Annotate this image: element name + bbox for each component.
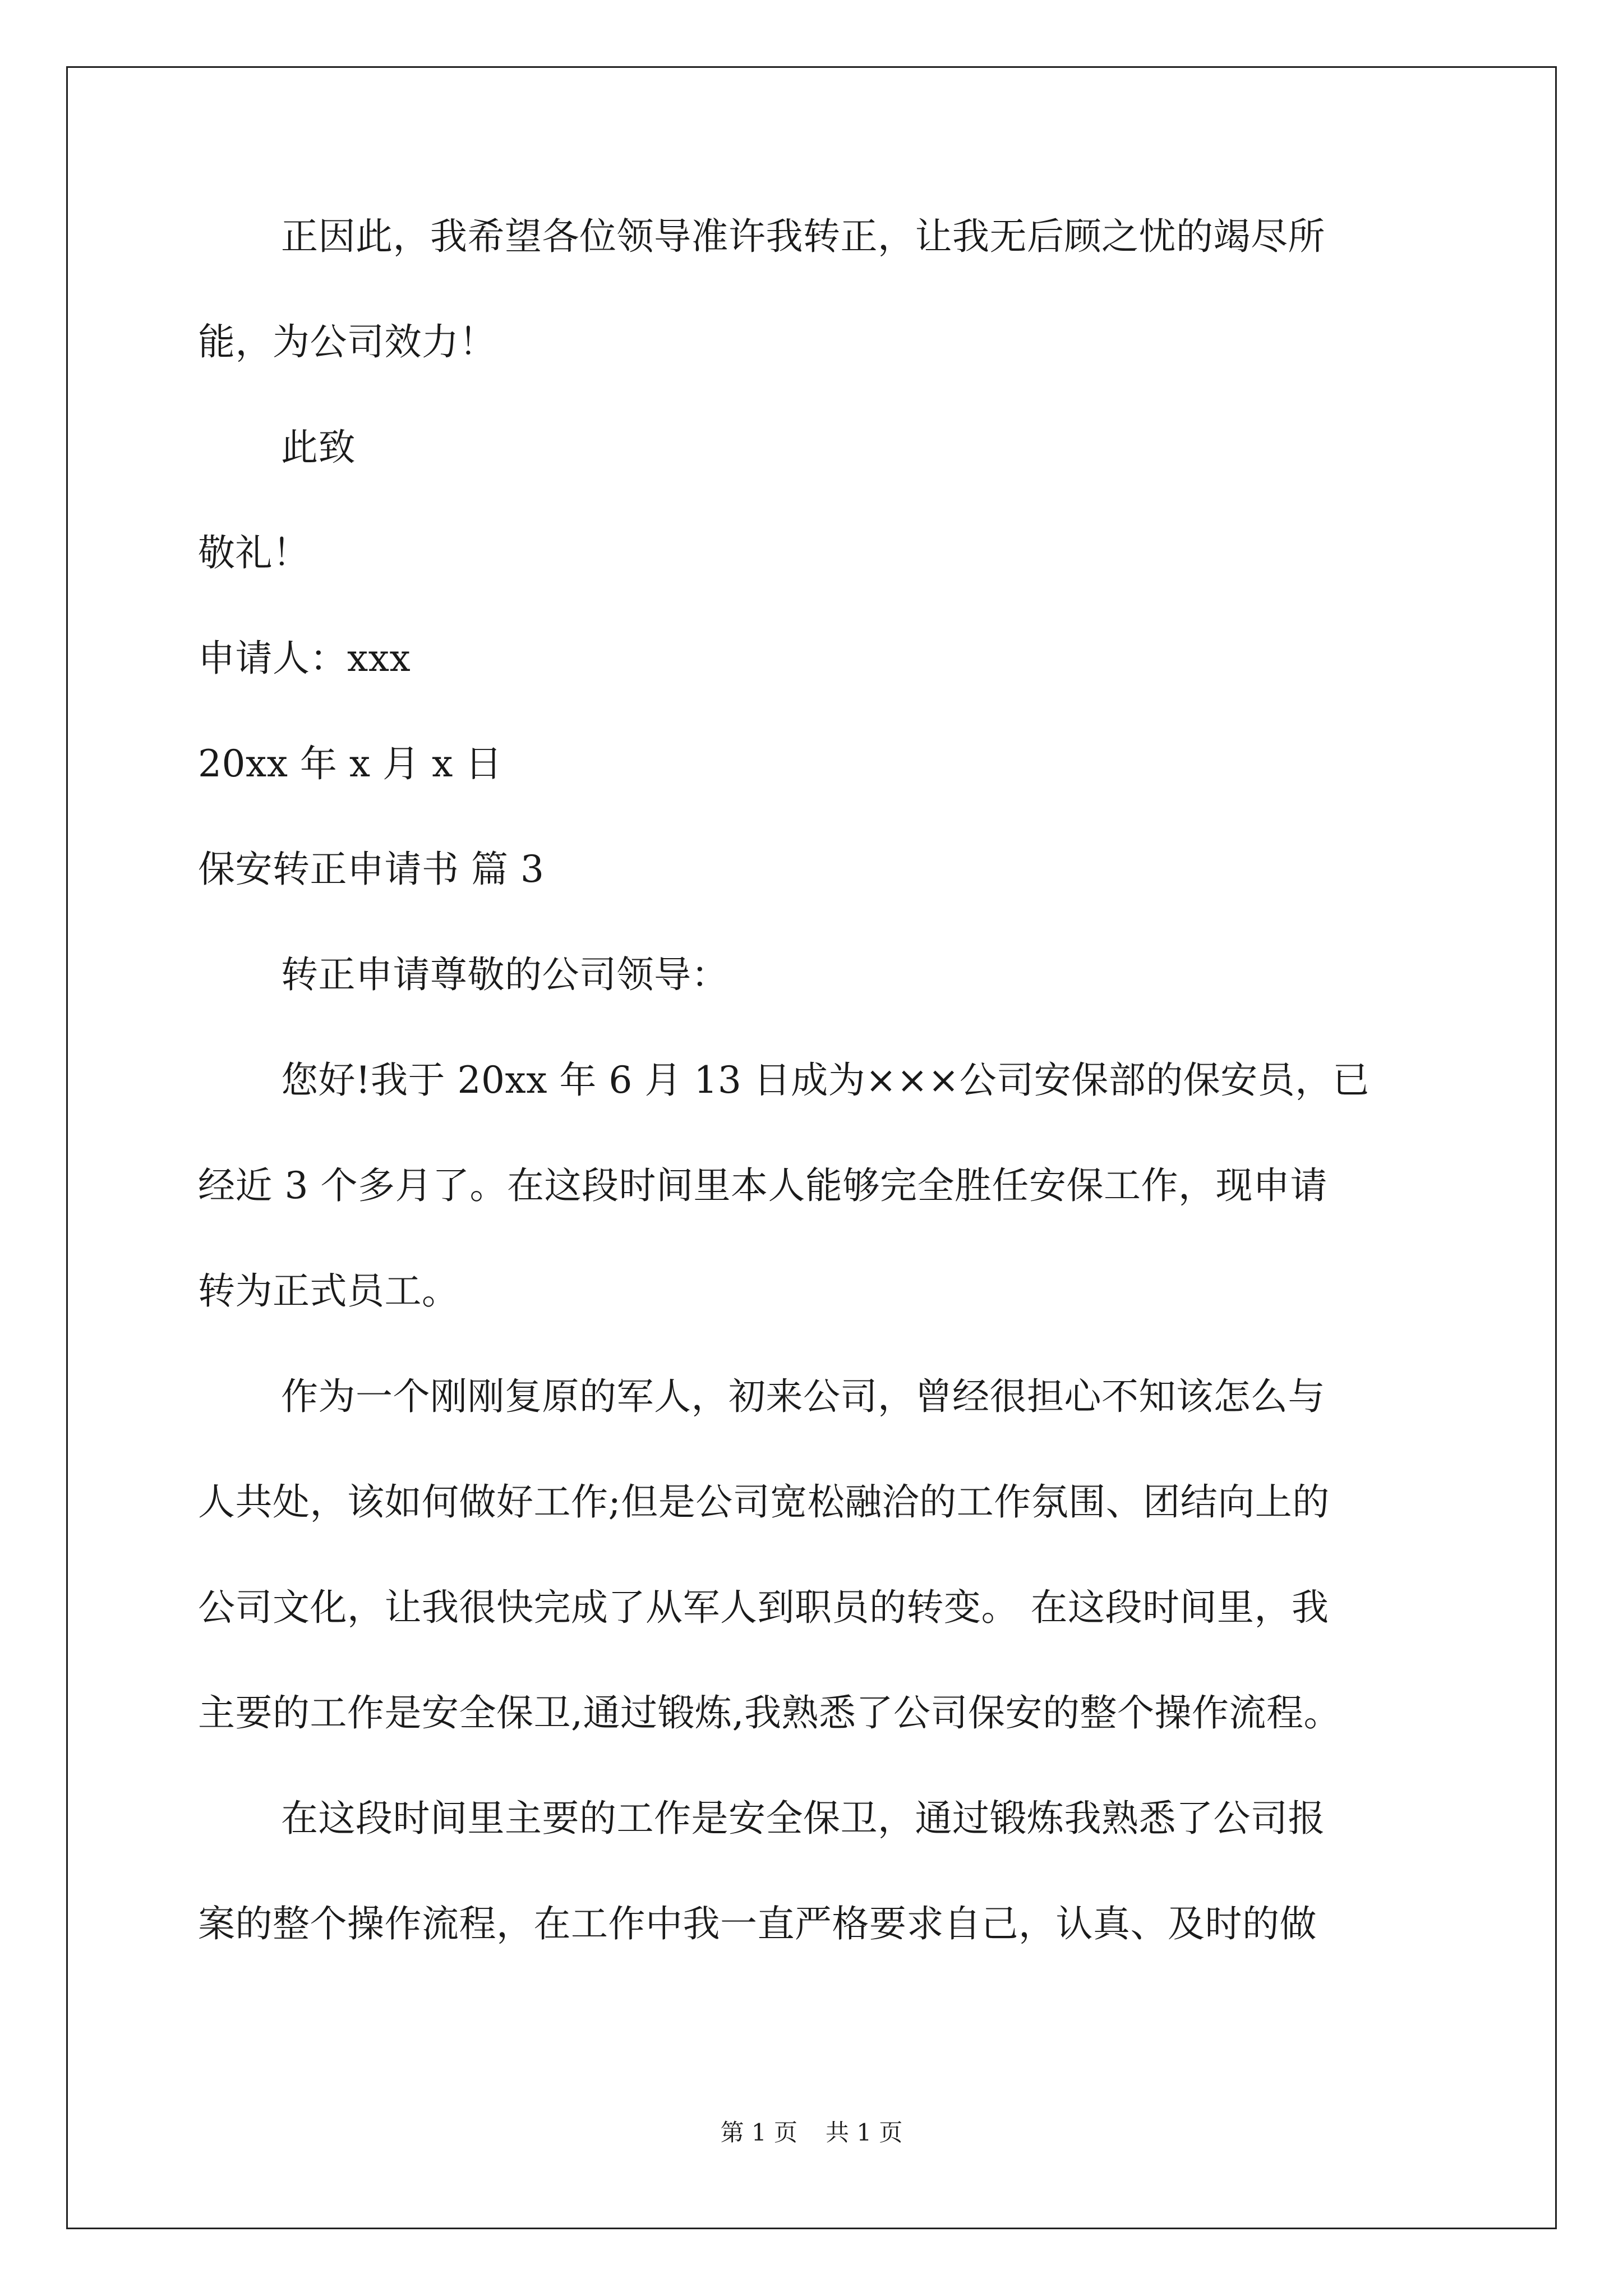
greeting-line: 转正申请尊敬的公司领导： (281, 953, 728, 996)
text-line: 公司文化，让我很快完成了从军人到职员的转变。 在这段时间里，我 (198, 1586, 1329, 1629)
section-heading: 保安转正申请书 篇 3 (198, 848, 545, 891)
page-number-total: 共 1 页 (826, 2119, 903, 2146)
date-line: 20xx 年 x 月 x 日 (198, 742, 502, 785)
text-line: 主要的工作是安全保卫,通过锻炼,我熟悉了公司保安的整个操作流程。 (198, 1691, 1341, 1734)
page-number-current: 第 1 页 (720, 2119, 797, 2146)
text-line: 您好!我于 20xx 年 6 月 13 日成为×××公司安保部的保安员，已 (281, 1059, 1370, 1102)
text-line: 在这段时间里主要的工作是安全保卫，通过锻炼我熟悉了公司报 (281, 1797, 1325, 1840)
text-line: 案的整个操作流程，在工作中我一直严格要求自己，认真、及时的做 (198, 1902, 1317, 1945)
text-line: 人共处，该如何做好工作;但是公司宽松融洽的工作氛围、团结向上的 (198, 1480, 1330, 1524)
page-footer (0, 2116, 1623, 2150)
text-line: 作为一个刚刚复原的军人，初来公司，曾经很担心不知该怎么与 (281, 1375, 1325, 1418)
closing-salutation: 此致 (281, 426, 356, 469)
closing-regards: 敬礼！ (198, 531, 310, 574)
text-line: 正因此，我希望各位领导准许我转正，让我无后顾之忧的竭尽所 (281, 215, 1325, 258)
document-body (198, 210, 1426, 2003)
text-line: 经近 3 个多月了。在这段时间里本人能够完全胜任安保工作，现申请 (198, 1164, 1327, 1207)
text-line: 能，为公司效力！ (198, 320, 496, 364)
applicant-name: 申请人：xxx (198, 637, 411, 680)
text-line: 转为正式员工。 (198, 1269, 459, 1313)
